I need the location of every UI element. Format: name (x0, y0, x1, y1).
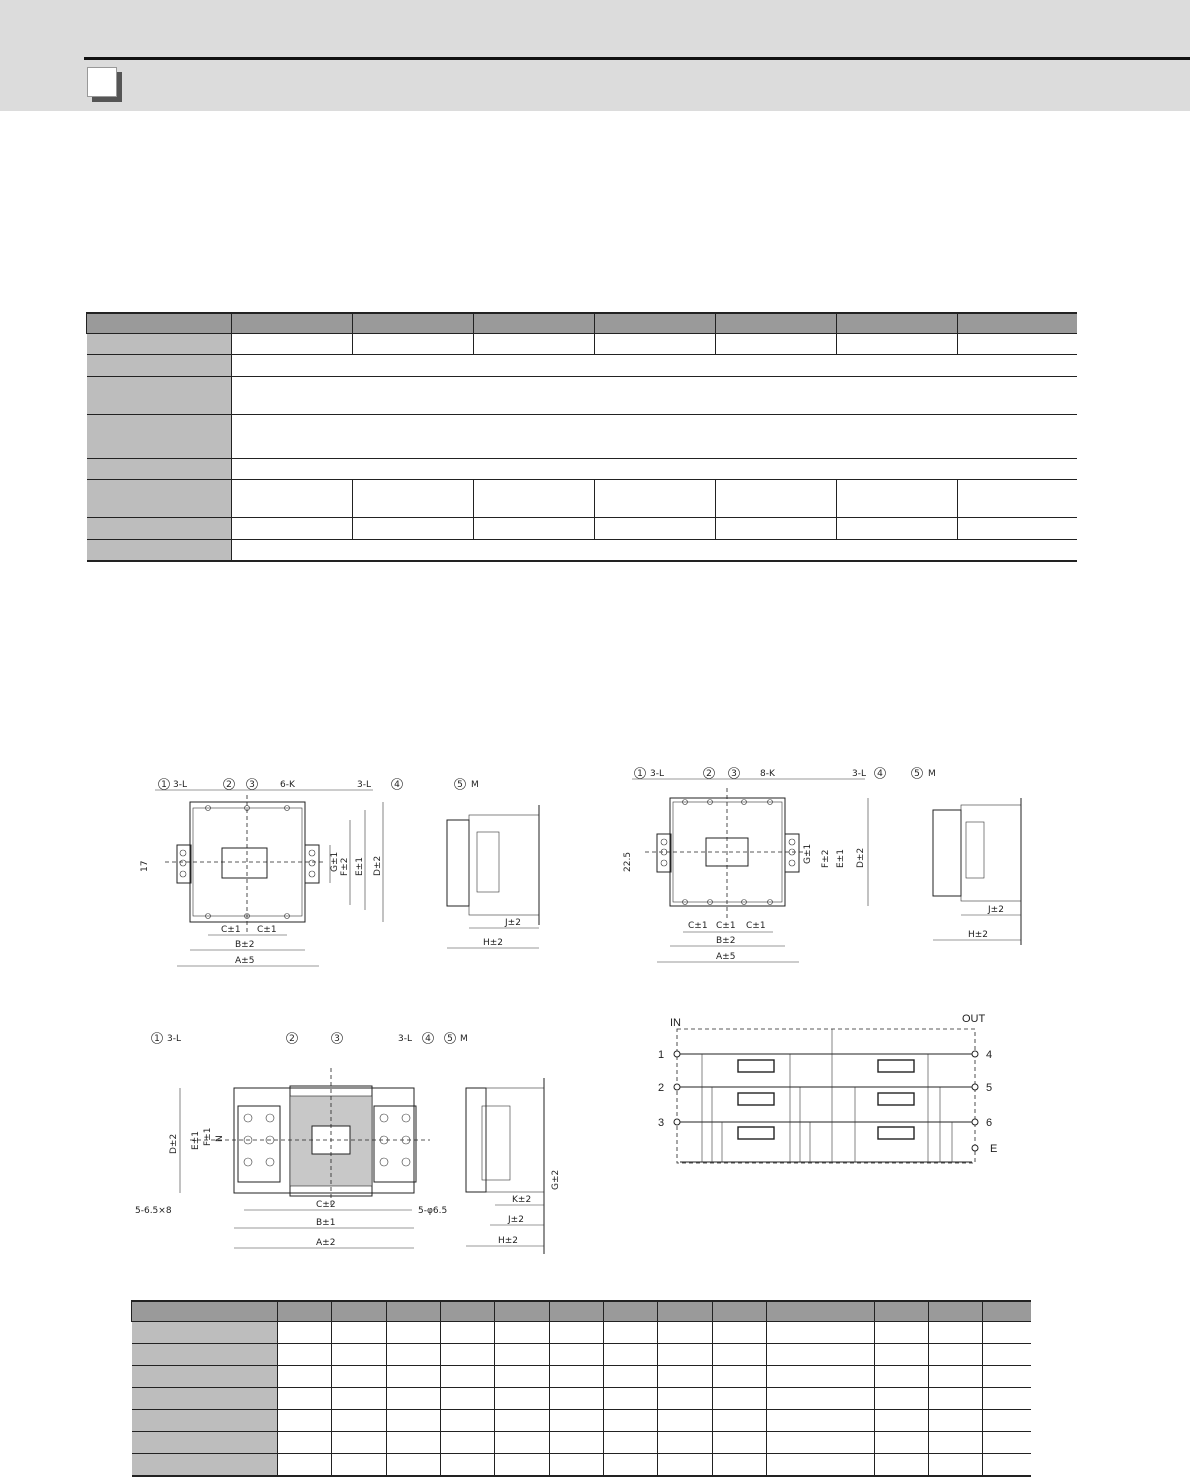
dim-header-cell (874, 1301, 928, 1322)
dim-row-label (132, 1366, 278, 1388)
dimension-label: J±2 (508, 1215, 524, 1225)
spec-cell (353, 518, 474, 540)
spec-cell (958, 518, 1077, 540)
dimension-label: A±5 (716, 952, 736, 962)
dim-cell (928, 1410, 982, 1432)
dimension-label: 5-6.5×8 (135, 1206, 172, 1216)
callout-label: 3-L (650, 769, 664, 779)
dim-row-label (132, 1344, 278, 1366)
dim-cell (603, 1322, 657, 1344)
table-row (132, 1388, 1032, 1410)
spec-cell (716, 480, 837, 518)
dimension-label: D±2 (373, 855, 383, 876)
dimension-label: C±2 (316, 1200, 336, 1210)
choke-right (878, 1060, 914, 1139)
table-row (132, 1366, 1032, 1388)
table-row (87, 415, 1077, 459)
spec-cell (595, 334, 716, 355)
dim-cell (658, 1366, 712, 1388)
spec-table-header-row (87, 313, 1077, 334)
callout-label: 3-L (173, 780, 187, 790)
callout-label: 3 (334, 1034, 340, 1044)
dim-cell (983, 1432, 1031, 1454)
dim-row-label (132, 1454, 278, 1476)
spec-header-cell (958, 313, 1077, 334)
callout-label: M (471, 780, 479, 790)
spec-row-label (87, 518, 232, 540)
dimension-label: C±1 (746, 921, 766, 931)
dim-header-cell (928, 1301, 982, 1322)
dimension-label: H±2 (968, 930, 989, 940)
dim-cell (658, 1322, 712, 1344)
callout-label: 3-L (357, 780, 371, 790)
spec-cell (837, 334, 958, 355)
spec-cell (595, 480, 716, 518)
callout-label: 3-L (398, 1034, 412, 1044)
dim-cell (658, 1410, 712, 1432)
callout-label: 5 (457, 780, 463, 790)
callout-label: 8-K (760, 769, 775, 779)
dim-cell (928, 1454, 982, 1476)
circuit-out-label: OUT (962, 1013, 986, 1025)
dim-cell (332, 1432, 386, 1454)
spec-cell (716, 334, 837, 355)
dimension-label: E±1 (355, 857, 365, 876)
dim-cell (658, 1454, 712, 1476)
dimension-label: C±1 (221, 925, 241, 935)
dimension-label: E±1 (191, 1131, 201, 1150)
dim-cell (712, 1344, 766, 1366)
dimension-label: D±2 (169, 1133, 179, 1154)
dim-header-cell (549, 1301, 603, 1322)
dimension-label: 5-φ6.5 (418, 1206, 448, 1216)
dim-cell (495, 1344, 549, 1366)
table-row (132, 1432, 1032, 1454)
dim-cell (874, 1454, 928, 1476)
dim-cell (658, 1432, 712, 1454)
dim-cell (549, 1366, 603, 1388)
dimension-label: G±1 (803, 843, 813, 864)
dim-cell (440, 1388, 494, 1410)
spec-header-cell (232, 313, 353, 334)
header-rule (84, 57, 1190, 60)
dim-cell (277, 1366, 331, 1388)
dim-cell (549, 1344, 603, 1366)
dimension-label: C±1 (716, 921, 736, 931)
spec-cell (595, 518, 716, 540)
dim-header-cell (440, 1301, 494, 1322)
dim-cell (440, 1344, 494, 1366)
dim-cell (766, 1366, 874, 1388)
dim-cell (495, 1322, 549, 1344)
dimension-label: F±2 (821, 849, 831, 868)
spec-cell (716, 518, 837, 540)
circuit-in-label: IN (670, 1017, 681, 1029)
dimension-label: B±1 (316, 1218, 336, 1228)
spec-cell (353, 480, 474, 518)
terminal-label: 3 (658, 1117, 665, 1129)
dim-cell (386, 1410, 440, 1432)
callout-label: 3-L (167, 1034, 181, 1044)
spec-row-label (87, 459, 232, 480)
dim-cell (712, 1366, 766, 1388)
dim-cell (549, 1454, 603, 1476)
dim-cell (983, 1454, 1031, 1476)
dim-cell (712, 1410, 766, 1432)
dim-cell (603, 1366, 657, 1388)
dim-cell (983, 1388, 1031, 1410)
dim-row-label (132, 1322, 278, 1344)
callout-label: 2 (706, 769, 712, 779)
spec-cell (232, 518, 353, 540)
callout-label: M (928, 769, 936, 779)
dim-cell (928, 1322, 982, 1344)
dim-header-cell (766, 1301, 874, 1322)
dim-header-cell (277, 1301, 331, 1322)
dim-header-cell (603, 1301, 657, 1322)
dim-cell (712, 1322, 766, 1344)
dim-cell (766, 1454, 874, 1476)
dim-cell (332, 1454, 386, 1476)
callout-label: 3 (249, 780, 255, 790)
spec-header-cell (474, 313, 595, 334)
spec-row-label (87, 540, 232, 561)
spec-merged-cell (232, 415, 1077, 459)
dim-cell (386, 1454, 440, 1476)
dim-cell (386, 1344, 440, 1366)
dim-cell (874, 1344, 928, 1366)
spec-cell (474, 480, 595, 518)
dim-row-label (132, 1432, 278, 1454)
spec-cell (353, 334, 474, 355)
dim-cell (658, 1388, 712, 1410)
dim-cell (983, 1344, 1031, 1366)
callout-label: 4 (394, 780, 400, 790)
dimension-label: F±2 (340, 857, 350, 876)
dim-cell (766, 1344, 874, 1366)
dim-cell (495, 1366, 549, 1388)
callout-label: 2 (289, 1034, 295, 1044)
spec-table (86, 312, 1077, 562)
dim-cell (332, 1410, 386, 1432)
dim-cell (495, 1432, 549, 1454)
choke-left (738, 1060, 774, 1139)
dim-cell (603, 1410, 657, 1432)
dim-header-cell (983, 1301, 1031, 1322)
dim-cell (712, 1454, 766, 1476)
spec-cell (474, 518, 595, 540)
spec-row-label (87, 355, 232, 377)
terminal-label: 4 (986, 1049, 993, 1061)
dim-cell (549, 1322, 603, 1344)
dim-cell (277, 1322, 331, 1344)
dim-row-label (132, 1388, 278, 1410)
dim-cell (658, 1344, 712, 1366)
dim-cell (440, 1410, 494, 1432)
dimension-label: F±1 (203, 1127, 213, 1146)
spec-header-cell (716, 313, 837, 334)
dim-header-cell (712, 1301, 766, 1322)
dim-cell (928, 1344, 982, 1366)
table-row (87, 355, 1077, 377)
callout-label: 3 (731, 769, 737, 779)
spec-merged-cell (232, 377, 1077, 415)
table-row (87, 459, 1077, 480)
dim-cell (440, 1322, 494, 1344)
callout-label: 2 (226, 780, 232, 790)
table-row (87, 480, 1077, 518)
dim-cell (386, 1322, 440, 1344)
dimension-label: H±2 (483, 938, 504, 948)
callout-label: 1 (154, 1034, 160, 1044)
spec-cell (837, 518, 958, 540)
callout-label: 4 (877, 769, 883, 779)
dim-cell (386, 1388, 440, 1410)
callout-label: 1 (637, 769, 643, 779)
spec-cell (958, 334, 1077, 355)
dimension-label: N (215, 1135, 225, 1142)
spec-row-label (87, 377, 232, 415)
dimension-label: E±1 (836, 849, 846, 868)
dim-cell (549, 1432, 603, 1454)
dimension-label: J±2 (988, 905, 1004, 915)
dim-cell (549, 1388, 603, 1410)
dimension-label: C±1 (257, 925, 277, 935)
table-row (87, 540, 1077, 561)
dimension-label: C±1 (688, 921, 708, 931)
dimension-label: K±2 (512, 1195, 532, 1205)
outline-drawing-1 (125, 760, 555, 985)
dimension-label: B±2 (235, 940, 255, 950)
spec-merged-cell (232, 540, 1077, 561)
dim-header-cell (495, 1301, 549, 1322)
dim-cell (332, 1322, 386, 1344)
dim-cell (766, 1432, 874, 1454)
dim-cell (874, 1410, 928, 1432)
dimension-label: H±2 (498, 1236, 519, 1246)
spec-header-cell (353, 313, 474, 334)
callout-label: 3-L (852, 769, 866, 779)
dim-cell (603, 1344, 657, 1366)
dim-cell (766, 1410, 874, 1432)
dim-header-cell (132, 1301, 278, 1322)
dim-table-header-row (132, 1301, 1032, 1322)
outline-drawing-2 (610, 760, 1035, 970)
spec-row-label (87, 480, 232, 518)
dimension-label: G±2 (551, 1169, 561, 1190)
dim-cell (277, 1388, 331, 1410)
dim-cell (277, 1432, 331, 1454)
spec-cell (232, 480, 353, 518)
circuit-diagram (650, 1005, 1000, 1170)
dim-cell (766, 1388, 874, 1410)
spec-cell (232, 334, 353, 355)
dimension-label: J±2 (505, 918, 521, 928)
dim-cell (983, 1366, 1031, 1388)
dim-row-label (132, 1410, 278, 1432)
dim-cell (549, 1410, 603, 1432)
dim-cell (874, 1432, 928, 1454)
dimension-label: B±2 (716, 936, 736, 946)
dim-cell (603, 1388, 657, 1410)
callout-label: 5 (447, 1034, 453, 1044)
table-row (132, 1454, 1032, 1476)
header-band (0, 0, 1190, 111)
spec-row-label (87, 415, 232, 459)
spec-merged-cell (232, 459, 1077, 480)
terminal-label: 5 (986, 1082, 993, 1094)
spec-header-cell (837, 313, 958, 334)
terminal-label: 1 (658, 1049, 665, 1061)
spec-header-cell (595, 313, 716, 334)
dim-header-cell (386, 1301, 440, 1322)
dim-cell (495, 1454, 549, 1476)
outline-drawing-3 (130, 1028, 570, 1260)
dim-cell (495, 1410, 549, 1432)
terminal-label: 2 (658, 1082, 665, 1094)
dim-cell (712, 1388, 766, 1410)
dim-cell (386, 1432, 440, 1454)
dimension-label: 22.5 (623, 851, 633, 872)
dim-cell (983, 1410, 1031, 1432)
dim-cell (277, 1344, 331, 1366)
dim-cell (928, 1366, 982, 1388)
dim-cell (874, 1366, 928, 1388)
dim-cell (874, 1388, 928, 1410)
dim-cell (440, 1432, 494, 1454)
dim-cell (874, 1322, 928, 1344)
spec-cell (837, 480, 958, 518)
table-row (87, 377, 1077, 415)
callout-label: 1 (161, 780, 167, 790)
dimension-label: A±5 (235, 956, 255, 966)
callout-label: 5 (914, 769, 920, 779)
table-row (132, 1344, 1032, 1366)
dim-cell (440, 1454, 494, 1476)
dim-cell (332, 1388, 386, 1410)
dim-cell (495, 1388, 549, 1410)
dim-cell (440, 1366, 494, 1388)
spec-cell (474, 334, 595, 355)
table-row (87, 334, 1077, 355)
dimension-label: A±2 (316, 1238, 336, 1248)
dimension-label: G±1 (330, 851, 340, 872)
section-marker-box (87, 67, 117, 97)
dim-cell (277, 1410, 331, 1432)
callout-label: 4 (425, 1034, 431, 1044)
callout-label: M (460, 1034, 468, 1044)
terminal-label: E (990, 1143, 998, 1155)
dim-header-cell (658, 1301, 712, 1322)
dimension-table (131, 1300, 1031, 1477)
spec-header-cell (87, 313, 232, 334)
callout-label: 6-K (280, 780, 295, 790)
dim-cell (603, 1432, 657, 1454)
dim-cell (766, 1322, 874, 1344)
dim-cell (332, 1366, 386, 1388)
dim-cell (277, 1454, 331, 1476)
dim-cell (928, 1432, 982, 1454)
terminal-label: 6 (986, 1117, 993, 1129)
spec-cell (958, 480, 1077, 518)
table-row (132, 1410, 1032, 1432)
dimension-label: D±2 (856, 847, 866, 868)
spec-row-label (87, 334, 232, 355)
dim-cell (332, 1344, 386, 1366)
dim-cell (603, 1454, 657, 1476)
dim-cell (983, 1322, 1031, 1344)
dim-cell (712, 1432, 766, 1454)
dimension-label: 17 (140, 860, 150, 872)
spec-merged-cell (232, 355, 1077, 377)
dim-cell (928, 1388, 982, 1410)
dim-header-cell (332, 1301, 386, 1322)
table-row (87, 518, 1077, 540)
table-row (132, 1322, 1032, 1344)
dim-cell (386, 1366, 440, 1388)
